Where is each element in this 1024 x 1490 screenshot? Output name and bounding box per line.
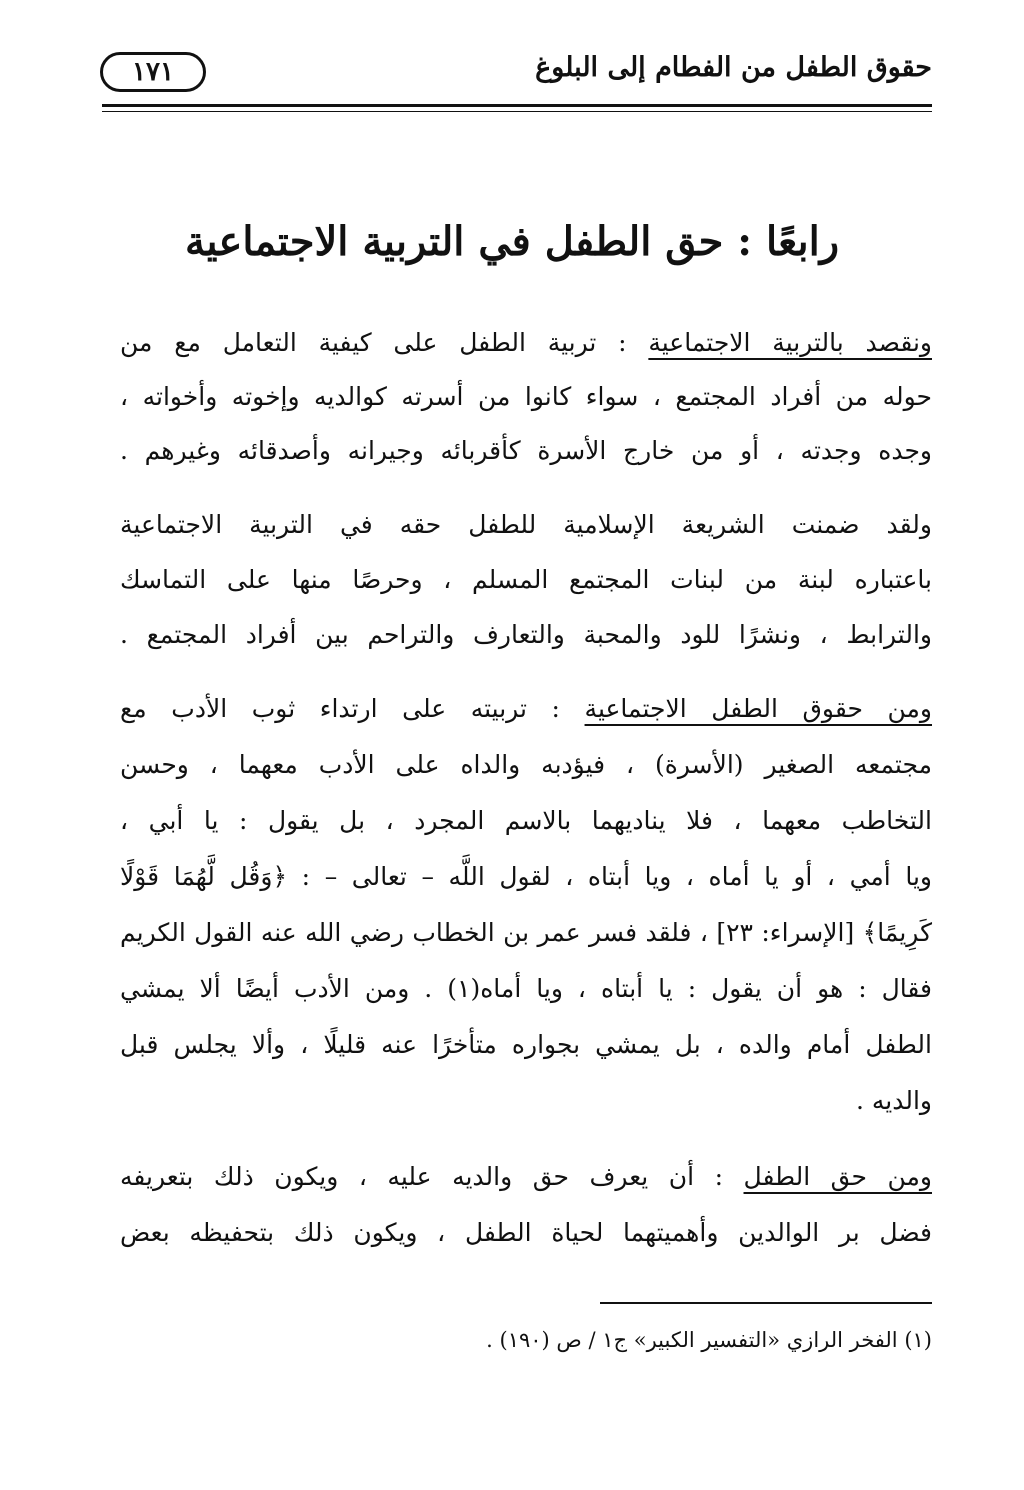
body-line	[120, 694, 932, 724]
line-text: : أن يعرف حق والديه عليه ، ويكون ذلك بتعريفه	[120, 1162, 744, 1191]
body-line	[120, 1162, 932, 1192]
defined-term: ومن حقوق الطفل الاجتماعية	[584, 694, 932, 723]
footnote: (١) الفخر الرازي «التفسير الكبير» ج١ / ص (١٩٠) .	[486, 1328, 932, 1352]
header-rule-thin	[102, 111, 932, 112]
header-rule-thick	[102, 104, 932, 107]
body-line: وجده وجدته ، أو من خارج الأسرة كأقربائه وجيرانه وأصدقائه وغيرهم .	[120, 436, 932, 465]
footnote-separator	[600, 1302, 932, 1304]
defined-term: ونقصد بالتربية الاجتماعية	[648, 328, 932, 357]
section-title: رابعًا : حق الطفل في التربية الاجتماعية	[184, 218, 840, 265]
running-header: حقوق الطفل من الفطام إلى البلوغ	[535, 52, 932, 83]
body-line: مجتمعه الصغير (الأسرة) ، فيؤدبه والداه على الأدب معهما ، وحسن	[120, 750, 932, 779]
body-line: والديه .	[855, 1086, 932, 1115]
body-line: ويا أمي ، أو يا أماه ، ويا أبتاه ، لقول اللَّه – تعالى – : ﴿وَقُل لَّهُمَا قَوْلًا	[120, 862, 932, 891]
body-line: والترابط ، ونشرًا للود والمحبة والتعارف والتراحم بين أفراد المجتمع .	[120, 620, 932, 649]
body-line: باعتباره لبنة من لبنات المجتمع المسلم ، وحرصًا منها على التماسك	[120, 565, 932, 594]
body-line: التخاطب معهما ، فلا يناديهما بالاسم المجرد ، بل يقول : يا أبي ،	[120, 806, 932, 835]
body-line: ولقد ضمنت الشريعة الإسلامية للطفل حقه في التربية الاجتماعية	[120, 510, 932, 539]
page-number: ١٧١	[100, 52, 206, 92]
body-line: فضل بر الوالدين وأهميتهما لحياة الطفل ، ويكون ذلك بتحفيظه بعض	[120, 1218, 932, 1247]
body-line: الطفل أمام والده ، بل يمشي بجواره متأخرًا عنه قليلًا ، وألا يجلس قبل	[120, 1030, 932, 1059]
body-line: فقال : هو أن يقول : يا أبتاه ، ويا أماه(١) . ومن الأدب أيضًا ألا يمشي	[120, 974, 933, 1003]
body-line: كَرِيمًا﴾ [الإسراء: ٢٣] ، فلقد فسر عمر بن الخطاب رضي الله عنه القول الكريم	[120, 918, 932, 947]
line-text: : تربية الطفل على كيفية التعامل مع من	[120, 328, 649, 357]
line-text: : تربيته على ارتداء ثوب الأدب مع	[120, 694, 585, 723]
defined-term: ومن حق الطفل	[743, 1162, 932, 1191]
body-line	[120, 328, 932, 358]
body-line: حوله من أفراد المجتمع ، سواء كانوا من أسرته كوالديه وإخوته وأخواته ،	[120, 382, 932, 411]
